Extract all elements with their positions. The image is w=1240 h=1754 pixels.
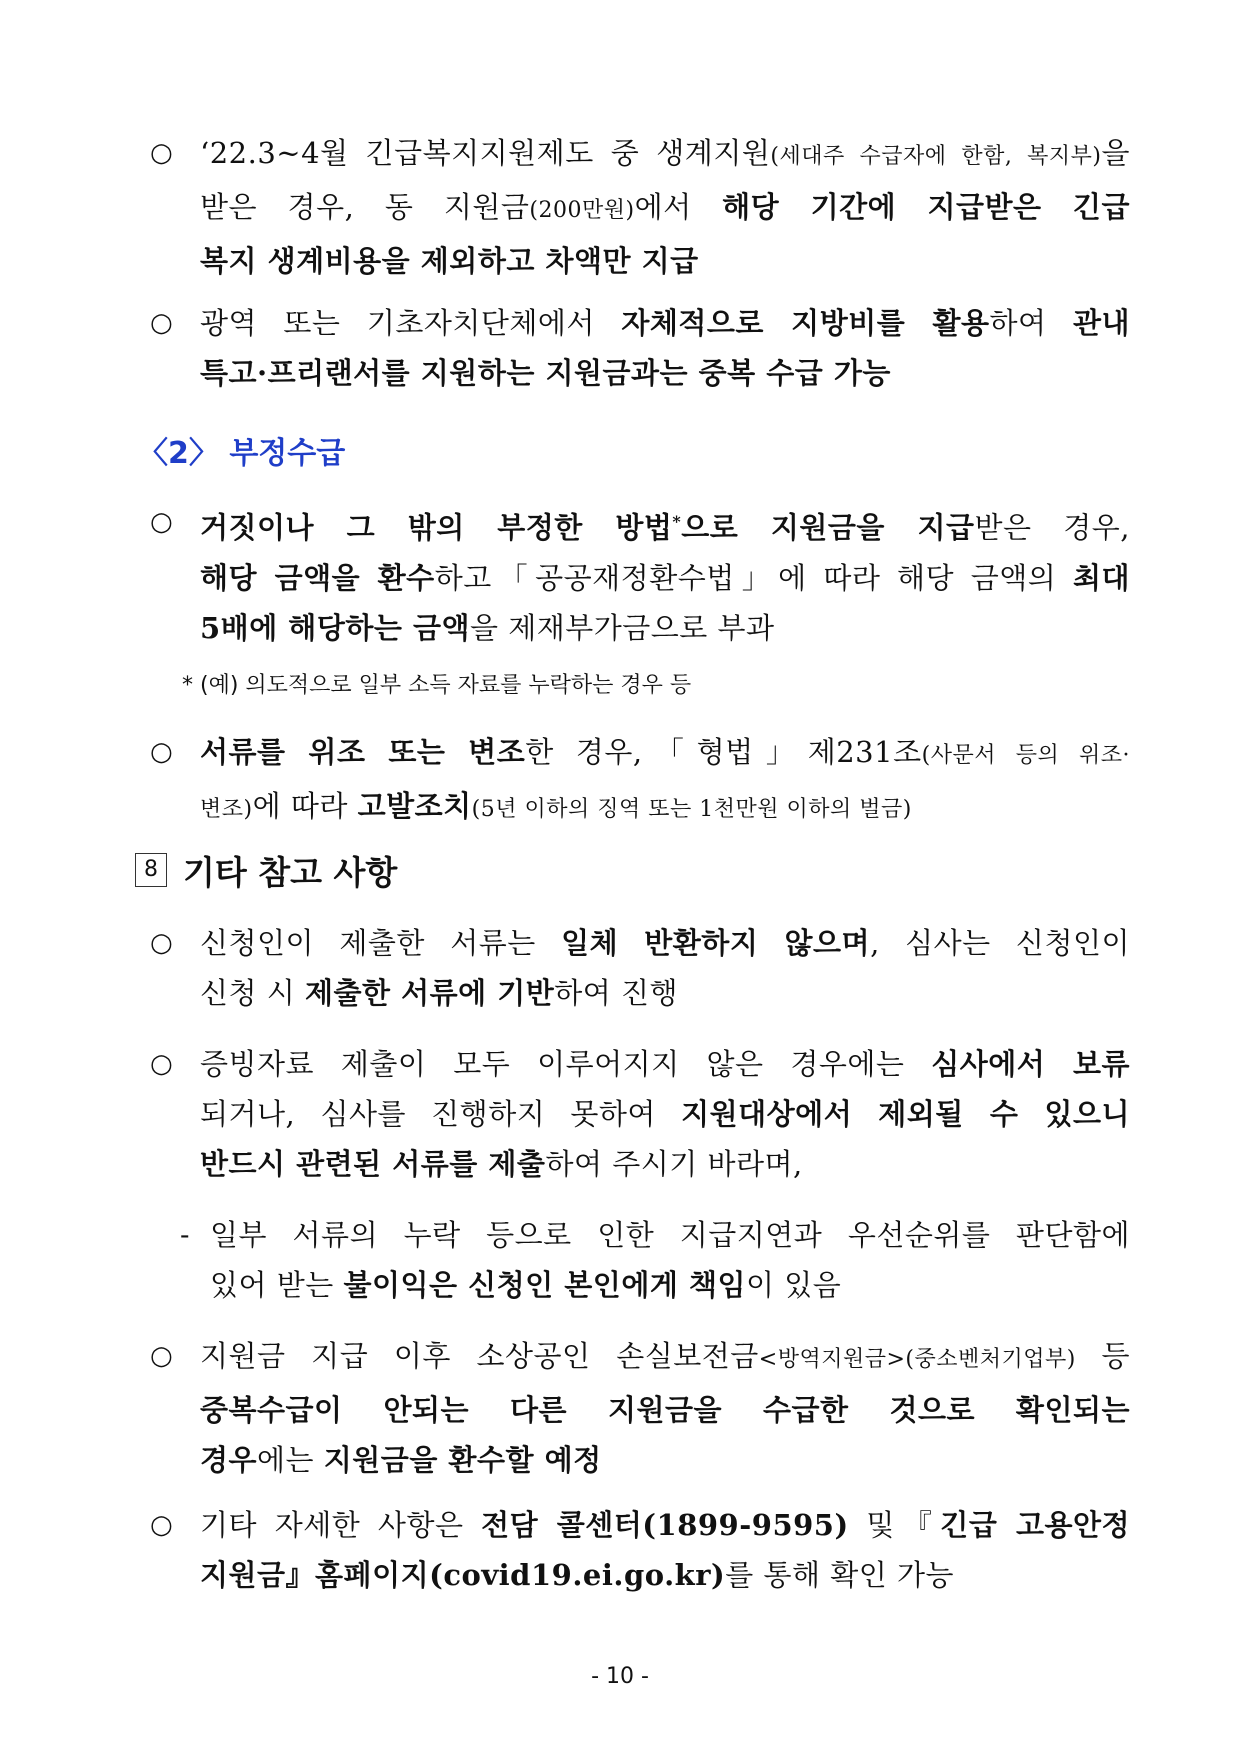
text-line: 되거나, 심사를 진행하지 못하여 지원대상에서 제외될 수 있으니: [200, 1097, 1130, 1131]
section-title: 기타 참고 사항: [183, 852, 398, 892]
bullet-marker: ○: [150, 1510, 173, 1540]
text-line: 기타 자세한 사항은 전담 콜센터(1899-9595) 및『긴급 고용안정: [200, 1508, 1131, 1542]
dash-marker: -: [180, 1218, 190, 1251]
text-line: 경우에는 지원금을 환수할 예정: [200, 1443, 602, 1477]
text-line: 지원금 지급 이후 소상공인 손실보전금<방역지원금>(중소벤처기업부) 등: [200, 1339, 1130, 1373]
bullet-marker: ○: [150, 928, 173, 958]
text-line: 서류를 위조 또는 변조한 경우,「형법」제231조(사문서 등의 위조·: [200, 735, 1131, 769]
text-line: 거짓이나 그 밖의 부정한 방법*으로 지원금을 지급받은 경우,: [200, 510, 1130, 545]
bullet-evidence-submission: [150, 1039, 1130, 1189]
section-heading: [135, 848, 397, 892]
bullet-marker: ○: [150, 138, 173, 168]
text-line: 지원금』홈페이지(covid19.ei.go.kr)를 통해 확인 가능: [200, 1558, 955, 1592]
bullet-local-government: [150, 298, 1130, 398]
bullet-contact-info: [150, 1500, 1130, 1600]
note-marker: *: [182, 673, 193, 698]
text-line: 받은 경우, 동 지원금(200만원)에서 해당 기간에 지급받은 긴급: [200, 190, 1130, 224]
text-line: ‘22.3~4월 긴급복지지원제도 중 생계지원(세대주 수급자에 한함, 복지부)을: [200, 136, 1130, 170]
subsection-heading: 〈2〉 부정수급: [138, 436, 346, 471]
bullet-marker: ○: [150, 1049, 173, 1079]
text-line: 특고·프리랜서를 지원하는 지원금과는 중복 수급 가능: [200, 356, 891, 390]
footnote-text: (예) 의도적으로 일부 소득 자료를 누락하는 경우 등: [200, 673, 692, 698]
text-line: 광역 또는 기초자치단체에서 자체적으로 지방비를 활용하여 관내: [200, 306, 1130, 340]
bullet-marker: ○: [150, 507, 173, 537]
text-line: 5배에 해당하는 금액을 제재부가금으로 부과: [200, 610, 775, 645]
text-line: 해당 금액을 환수하고「공공재정환수법」에 따라 해당 금액의 최대: [200, 560, 1130, 595]
text-line: 변조)에 따라 고발조치(5년 이하의 징역 또는 1천만원 이하의 벌금): [200, 789, 912, 823]
text-line: 중복수급이 안되는 다른 지원금을 수급한 것으로 확인되는: [200, 1393, 1130, 1427]
bullet-marker: ○: [150, 737, 173, 767]
bullet-fraud-recovery: [150, 497, 1130, 653]
call-center: 전담 콜센터(1899-9595): [481, 1508, 849, 1542]
bullet-marker: ○: [150, 1341, 173, 1371]
page-number: - 10 -: [591, 1664, 649, 1689]
text-line: 신청인이 제출한 서류는 일체 반환하지 않으며, 심사는 신청인이: [200, 926, 1130, 960]
dash-item-disadvantage: [180, 1210, 1130, 1310]
homepage-link[interactable]: 지원금』홈페이지(covid19.ei.go.kr): [200, 1558, 726, 1592]
text-line: 일부 서류의 누락 등으로 인한 지급지연과 우선순위를 판단함에: [210, 1218, 1130, 1252]
bullet-duplicate-recovery: [150, 1331, 1130, 1485]
bullet-forgery: [150, 727, 1130, 835]
text-line: 있어 받는 불이익은 신청인 본인에게 책임이 있음: [210, 1268, 842, 1302]
section-number: 8: [135, 853, 167, 887]
text-line: 신청 시 제출한 서류에 기반하여 진행: [200, 976, 679, 1010]
footnote: [182, 668, 1082, 704]
bullet-marker: ○: [150, 308, 173, 338]
text-line: 복지 생계비용을 제외하고 차액만 지급: [200, 244, 699, 278]
bullet-emergency-welfare: [150, 128, 1130, 286]
bullet-documents-not-returned: [150, 918, 1130, 1018]
text-line: 반드시 관련된 서류를 제출하여 주시기 바라며,: [200, 1147, 803, 1181]
text-line: 증빙자료 제출이 모두 이루어지지 않은 경우에는 심사에서 보류: [200, 1047, 1131, 1081]
